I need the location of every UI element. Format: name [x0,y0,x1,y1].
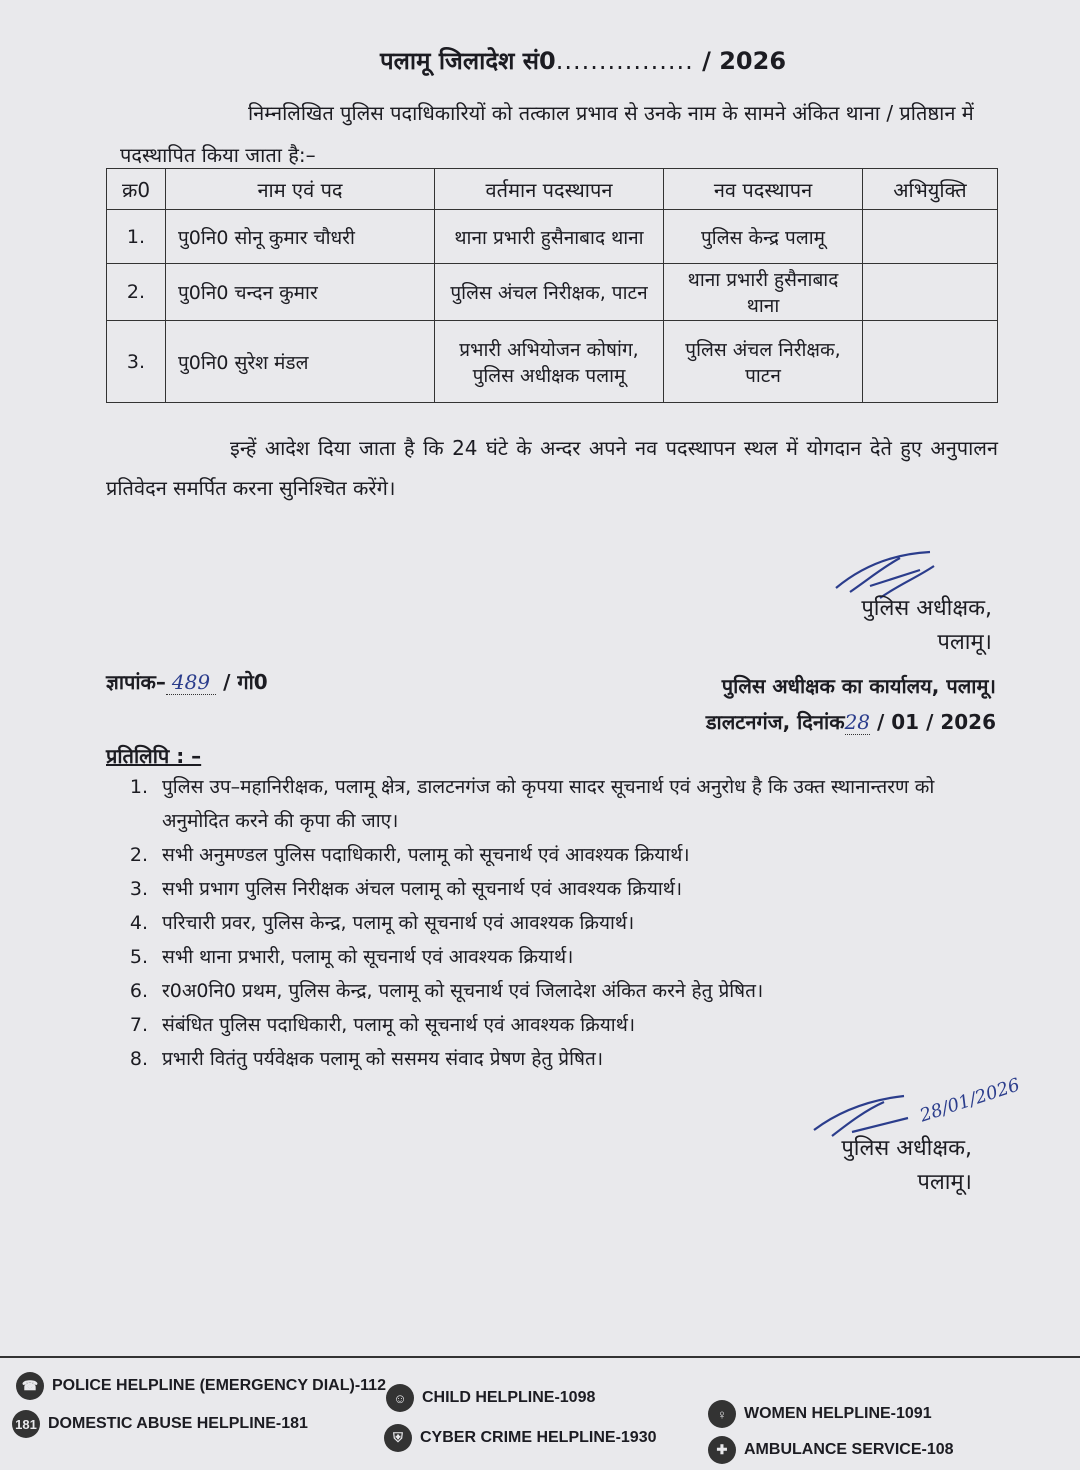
domestic-helpline [12,1410,308,1438]
header-new: नव पदस्थापन [664,169,863,210]
table-row [107,210,998,264]
item-text: सभी प्रभाग पुलिस निरीक्षक अंचल पलामू को सूचनार्थ एवं आवश्यक क्रियार्थ। [162,878,683,900]
office-month-year: / 01 / 2026 [877,710,996,734]
order-paragraph: इन्हें आदेश दिया जाता है कि 24 घंटे के अन्दर अपने नव पदस्थापन स्थल में योगदान देते हुए अनुपालन प्रतिवेदन समर्पित करना सुनिश्चित करेंगे। [106,436,998,500]
phone-icon: ☎ [16,1372,44,1400]
item-text: संबंधित पुलिस पदाधिकारी, पलामू को सूचनार्थ एवं आवश्यक क्रियार्थ। [162,1014,636,1036]
shield-icon: ⛨ [384,1424,412,1452]
row-sn: 2. [107,264,166,321]
transfer-table [106,168,998,403]
intro-paragraph: निम्नलिखित पुलिस पदाधिकारियों को तत्काल प्रभाव से उनके नाम के सामने अंकित थाना / प्रतिष्ठान में पदस्थापित किया जाता है:– [120,101,974,167]
child-helpline-text: CHILD HELPLINE-1098 [422,1389,596,1406]
row-sn: 3. [107,321,166,403]
header-name: नाम एवं पद [166,169,435,210]
ambulance-helpline-text: AMBULANCE SERVICE-108 [744,1441,954,1458]
police-helpline-text: POLICE HELPLINE (EMERGENCY DIAL)-112 [52,1377,386,1394]
row-current: थाना प्रभारी हुसैनाबाद थाना [435,210,664,264]
copy-list [100,770,1000,1076]
header-remark: अभियुक्ति [863,169,998,210]
signature-place: पलामू। [917,1170,972,1195]
list-item [100,1042,1000,1076]
item-number: 4. [129,912,148,934]
order-title [380,44,786,77]
title-dots: ................ [555,47,694,75]
table-header-row [107,169,998,210]
item-text: प्रभारी वितंतु पर्यवेक्षक पलामू को ससमय संवाद प्रेषण हेतु प्रेषित। [162,1048,604,1070]
item-number: 6. [129,980,148,1002]
list-item [100,838,1000,872]
row-current: पुलिस अंचल निरीक्षक, पाटन [435,264,664,321]
copy-title: प्रतिलिपि : – [106,744,202,768]
signature-title: पुलिस अधीक्षक, [841,1136,972,1161]
memo-suffix: / गो0 [223,670,268,694]
cyber-helpline-text: CYBER CRIME HELPLINE-1930 [420,1429,657,1446]
item-number: 1. [129,776,148,798]
office-date [706,704,996,740]
item-number: 7. [129,1014,148,1036]
list-item [100,940,1000,974]
memo-number [106,668,268,695]
row-remark [863,264,998,321]
item-text: परिचारी प्रवर, पुलिस केन्द्र, पलामू को सूचनार्थ एवं आवश्यक क्रियार्थ। [162,912,635,934]
item-text: सभी थाना प्रभारी, पलामू को सूचनार्थ एवं आवश्यक क्रियार्थ। [162,946,574,968]
ambulance-helpline [708,1436,954,1464]
header-current: वर्तमान पदस्थापन [435,169,664,210]
office-block [706,668,996,740]
row-new: पुलिस अंचल निरीक्षक, पाटन [664,321,863,403]
memo-label: ज्ञापांक– [106,670,166,694]
office-day: 28 [844,710,871,734]
row-sn: 1. [107,210,166,264]
child-helpline [386,1384,595,1412]
signature-block-1 [861,592,992,660]
list-item [100,770,1000,838]
child-icon: ☺ [386,1384,414,1412]
list-item [100,872,1000,906]
signature-title: पुलिस अधीक्षक, [861,596,992,621]
item-text: सभी अनुमण्डल पुलिस पदाधिकारी, पलामू को सूचनार्थ एवं आवश्यक क्रियार्थ। [162,844,690,866]
helpline-footer [0,1356,1080,1470]
office-name: पुलिस अधीक्षक का कार्यालय, पलामू। [721,674,996,698]
row-new: पुलिस केन्द्र पलामू [664,210,863,264]
item-text: र0अ0नि0 प्रथम, पुलिस केन्द्र, पलामू को सूचनार्थ एवं जिलादेश अंकित करने हेतु प्रेषित। [162,980,764,1002]
office-place: डालटनगंज, दिनांक [705,710,845,734]
row-current: प्रभारी अभियोजन कोषांग, पुलिस अधीक्षक पलामू [435,321,664,403]
row-remark [863,210,998,264]
woman-icon: ♀ [708,1400,736,1428]
signature-place: पलामू। [937,630,992,655]
police-helpline [16,1372,386,1400]
women-helpline-text: WOMEN HELPLINE-1091 [744,1405,932,1422]
women-helpline [708,1400,932,1428]
table-row [107,321,998,403]
title-text: पलामू जिलादेश सं0 [380,47,556,75]
cyber-helpline [384,1424,657,1452]
domestic-helpline-text: DOMESTIC ABUSE HELPLINE-181 [48,1415,308,1432]
memo-value: 489 [166,670,216,695]
item-number: 5. [129,946,148,968]
signature-date-note: 28/01/2026 [917,1074,1023,1127]
item-text: पुलिस उप–महानिरीक्षक, पलामू क्षेत्र, डालटनगंज को कृपया सादर सूचनार्थ एवं अनुरोध है कि उक्त स्थानान्तरण को अनुमोदित करने की कृपा की जाए। [162,776,935,832]
list-item [100,1008,1000,1042]
badge-181-icon: 181 [12,1410,40,1438]
table-row [107,264,998,321]
signature-block-2 [841,1132,972,1200]
row-name: पु0नि0 सुरेश मंडल [166,321,435,403]
row-new: थाना प्रभारी हुसैनाबाद थाना [664,264,863,321]
row-remark [863,321,998,403]
row-name: पु0नि0 सोनू कुमार चौधरी [166,210,435,264]
list-item [100,974,1000,1008]
list-item [100,906,1000,940]
title-year: / 2026 [702,47,787,75]
item-number: 2. [129,844,148,866]
ambulance-icon: ✚ [708,1436,736,1464]
item-number: 8. [129,1048,148,1070]
item-number: 3. [129,878,148,900]
header-sn: क्र0 [107,169,166,210]
row-name: पु0नि0 चन्दन कुमार [166,264,435,321]
